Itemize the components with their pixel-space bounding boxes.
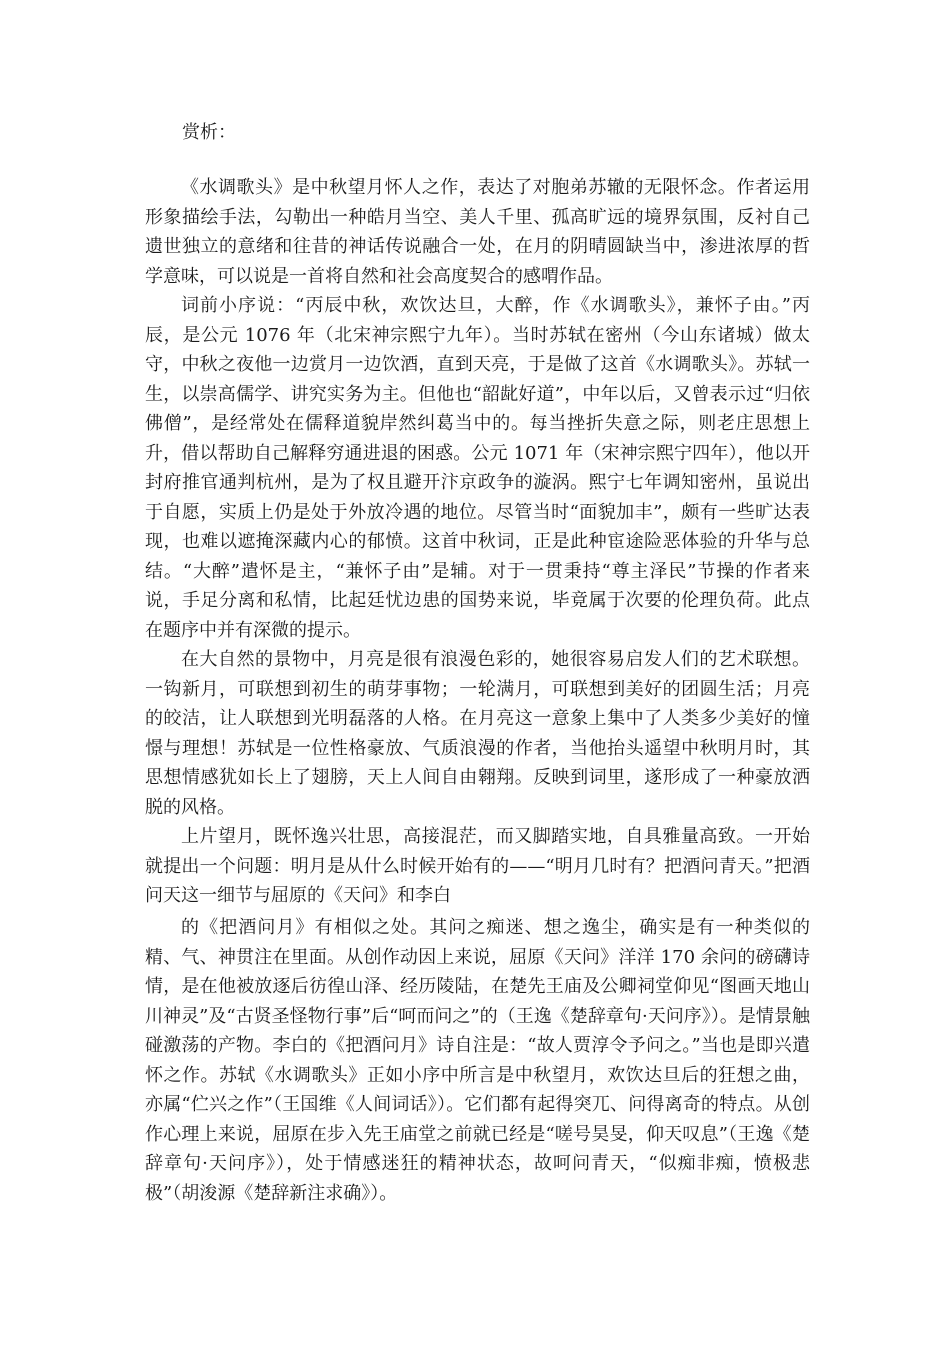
paragraph: 的《把酒问月》有相似之处。其问之痴迷、想之逸尘，确实是有一种类似的精、气、神贯注在里面。从创作动因上来说，屈原《天问》洋洋 170 余问的磅礴诗情，是在他被放逐后彷徨山泽、经历陵陆，在楚先王庙及公卿祠堂仰见“图画天地山川神灵”及“古贤圣怪物行事”后“呵而问之”的（王逸《楚辞章句·天问序》）。是情景触碰激荡的产物。李白的《把酒问月》诗自注是：“故人贾淳令予问之。”当也是即兴遣怀之作。苏轼《水调歌头》正如小序中所言是中秋望月，欢饮达旦后的狂想之曲，亦属“伫兴之作”（王国维《人间词话》）。它们都有起得突兀、问得离奇的特点。从创作心理上来说，屈原在步入先王庙堂之前就已经是“嗟号昊旻，仰天叹息”（王逸《楚辞章句·天问序》），处于情感迷狂的精神状态，故呵问青天，“似痴非痴，愤极悲极”（胡浚源《楚辞新注求确》）。 [145,917,810,1204]
paragraph: 上片望月，既怀逸兴壮思，高接混茫，而又脚踏实地，自具雅量高致。一开始就提出一个问题：明月是从什么时候开始有的——“明月几时有？把酒问青天。”把酒问天这一细节与屈原的《天问》和李白 [145,826,810,906]
paragraph: 《水调歌头》是中秋望月怀人之作，表达了对胞弟苏辙的无限怀念。作者运用形象描绘手法，勾勒出一种皓月当空、美人千里、孤高旷远的境界氛围，反衬自己遗世独立的意绪和往昔的神话传说融合一处，在月的阴晴圆缺当中，渗进浓厚的哲学意味，可以说是一首将自然和社会高度契合的感喟作品。 [145,177,810,287]
paragraph: 词前小序说：“丙辰中秋，欢饮达旦，大醉，作《水调歌头》，兼怀子由。”丙辰，是公元 1076 年（北宋神宗熙宁九年）。当时苏轼在密州（今山东诸城）做太守，中秋之夜他一边赏月一边饮酒，直到天亮，于是做了这首《水调歌头》。苏轼一生，以崇高儒学、讲究实务为主。但他也“韶龀好道”，中年以后，又曾表示过“归依佛僧”，是经常处在儒释道貌岸然纠葛当中的。每当挫折失意之际，则老庄思想上升，借以帮助自己解释穷通进退的困惑。公元 1071 年（宋神宗熙宁四年），他以开封府推官通判杭州，是为了权且避开汴京政争的漩涡。熙宁七年调知密州，虽说出于自愿，实质上仍是处于外放冷遇的地位。尽管当时“面貌加丰”，颇有一些旷达表现，也难以遮掩深藏内心的郁愤。这首中秋词，正是此种宦途险恶体验的升华与总结。“大醉”遣怀是主，“兼怀子由”是辅。对于一贯秉持“尊主泽民”节操的作者来说，手足分离和私情，比起廷忧边患的国势来说，毕竟属于次要的伦理负荷。此点在题序中并有深微的提示。 [145,295,810,641]
section-heading: 赏析： [182,122,236,143]
text-block-1 [145,173,810,911]
paragraph: 在大自然的景物中，月亮是很有浪漫色彩的，她很容易启发人们的艺术联想。一钩新月，可联想到初生的萌芽事物；一轮满月，可联想到美好的团圆生活；月亮的皎洁，让人联想到光明磊落的人格。在月亮这一意象上集中了人类多少美好的憧憬与理想！苏轼是一位性格豪放、气质浪漫的作者，当他抬头遥望中秋明月时，其思想情感犹如长上了翅膀，天上人间自由翱翔。反映到词里，遂形成了一种豪放洒脱的风格。 [145,649,810,818]
text-block-2 [145,913,810,1208]
